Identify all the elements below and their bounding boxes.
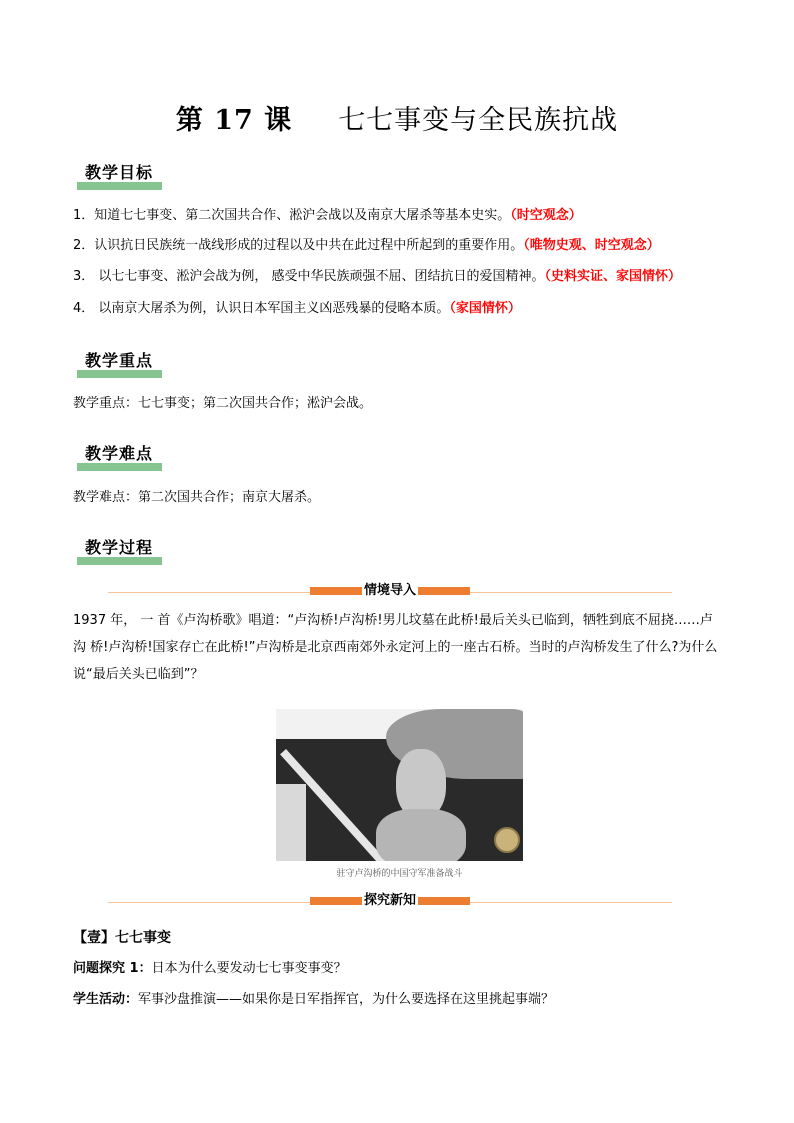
subsection-heading: 【壹】七七事变	[73, 930, 171, 946]
objective-item: 4． 以南京大屠杀为例，认识日本军国主义凶恶残暴的侵略本质。（家国情怀）	[73, 301, 521, 316]
divider-accent-right	[418, 587, 470, 595]
objective-item: 3． 以七七事变、淞沪会战为例， 感受中华民族顽强不屈、团结抗日的爱国精神。（史料实证、家国情怀）	[73, 269, 682, 284]
museum-emblem-icon	[494, 827, 520, 853]
section-heading-objectives: 教学目标	[77, 162, 153, 190]
objective-item: 1．知道七七事变、第二次国共合作、淞沪会战以及南京大屠杀等基本史实。（时空观念）	[73, 208, 582, 223]
difficulties-text: 教学难点：第二次国共合作；南京大屠杀。	[73, 490, 321, 505]
divider-accent-right	[418, 897, 470, 905]
objective-item: 2．认识抗日民族统一战线形成的过程以及中共在此过程中所起到的重要作用。（唯物史观、时空观念）	[73, 238, 660, 253]
section-heading-process: 教学过程	[77, 537, 153, 565]
key-points-text: 教学重点：七七事变；第二次国共合作；淞沪会战。	[73, 396, 373, 411]
divider-accent-left	[310, 897, 362, 905]
divider-intro: 情境导入	[108, 581, 672, 601]
lesson-title: 七七事变与全民族抗战	[338, 105, 619, 136]
page-title	[0, 98, 794, 137]
section-heading-key-points: 教学重点	[77, 350, 153, 378]
lesson-number: 第 17 课	[175, 105, 293, 136]
divider-accent-left	[310, 587, 362, 595]
section-heading-difficulties: 教学难点	[77, 443, 153, 471]
photo-caption: 驻守卢沟桥的中国守军准备战斗	[336, 869, 463, 879]
intro-paragraph: 1937 年， 一 首《卢沟桥歌》唱道：“卢沟桥!卢沟桥!男儿坟墓在此桥!最后关头已临到，牺牲到底不屈挠……卢沟 桥!卢沟桥!国家存亡在此桥!”卢沟桥是北京西南郊外永定河上的一座古石桥。当时的卢沟桥发生了什么?为什么说“最后关头已临到”？	[73, 613, 718, 682]
lugou-bridge-photo	[276, 709, 523, 861]
student-activity: 学生活动：军事沙盘推演——如果你是日军指挥官，为什么要选择在这里挑起事端？	[73, 992, 555, 1007]
question-1: 问题探究 1：日本为什么要发动七七事变事变？	[73, 961, 347, 976]
divider-explore: 探究新知	[108, 891, 672, 911]
